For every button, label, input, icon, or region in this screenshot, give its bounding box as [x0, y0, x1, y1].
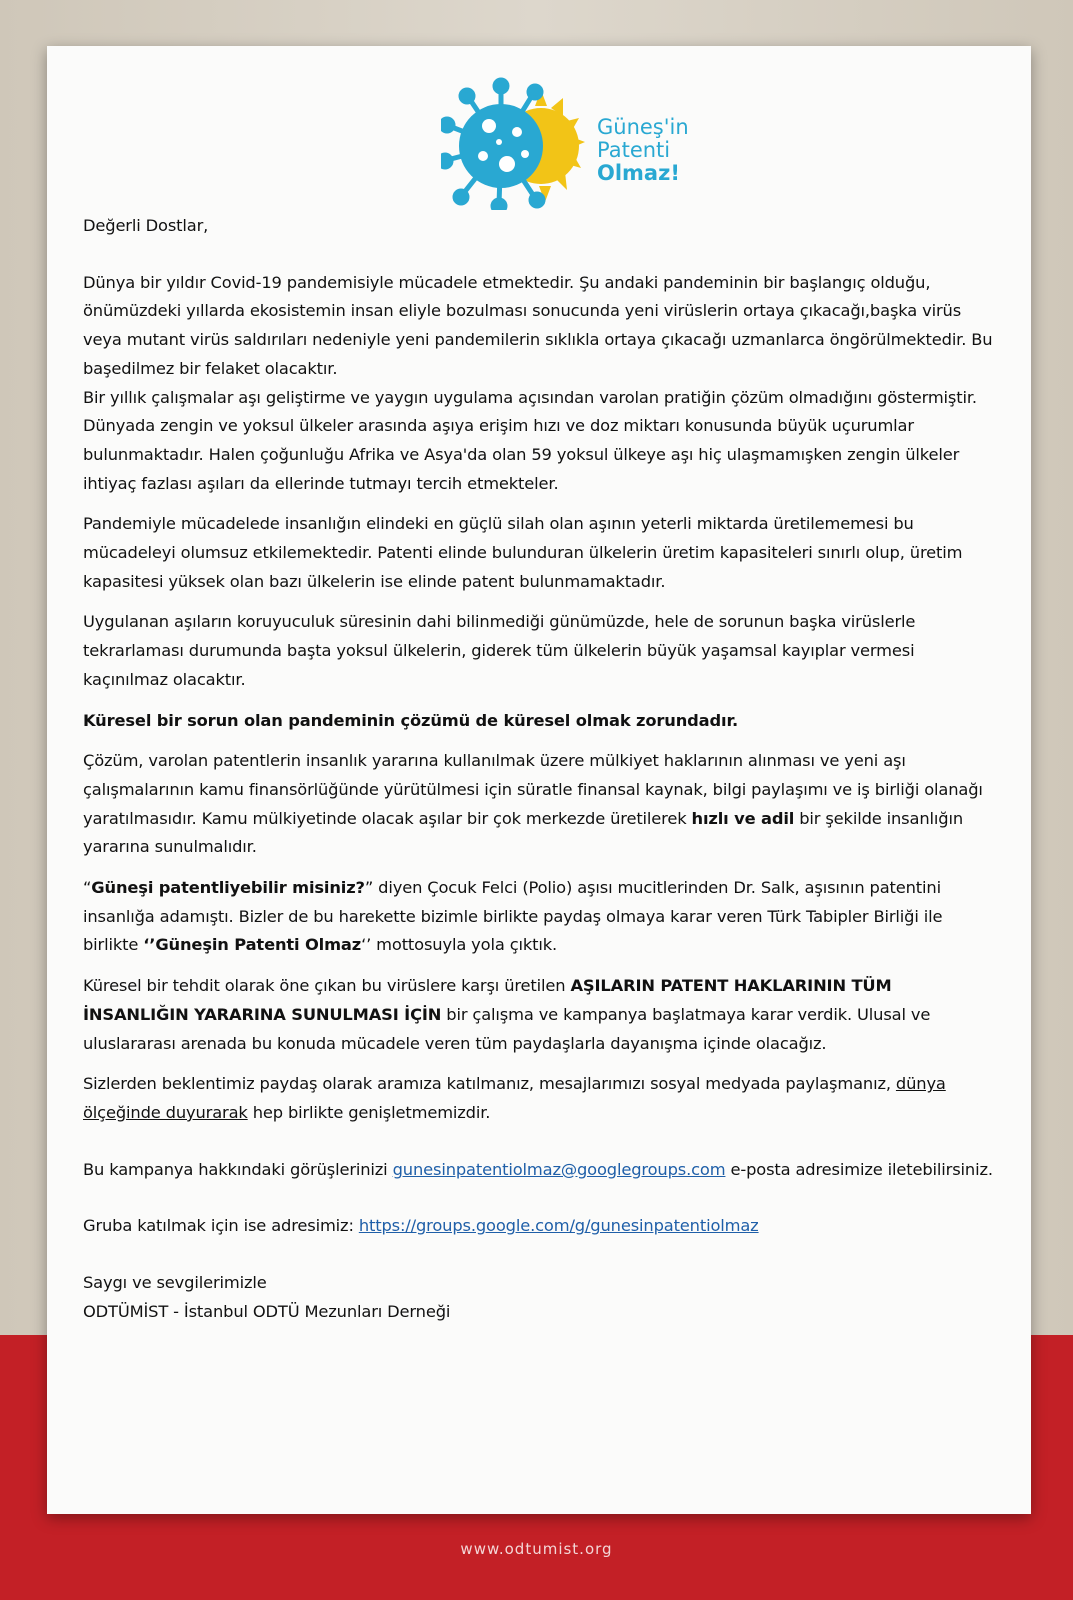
paragraph-8-end: hep birlikte genişletmemizdir. [247, 1102, 491, 1122]
paragraph-10-text: Gruba katılmak için ise adresimiz: [83, 1216, 359, 1236]
bold-statement: Küresel bir sorun olan pandeminin çözümü de küresel olmak zorundadır. [83, 710, 739, 730]
paragraph-10 [83, 1212, 998, 1241]
motto: ‘’Güneşin Patenti Olmaz [143, 935, 362, 955]
paragraph-1a: Dünya bir yıldır Covid-19 pandemisiyle mücadele etmektedir. Şu andaki pandeminin bir başlangıç olduğu, önümüzdeki yıllarda ekosistemin insan eliyle bozulması sonucunda yeni virüslerin ortaya çıkacağı,başka virüs veya mutant virüs saldırıları nedeniyle yeni pandemilerin sıklıkla ortaya çıkacağı uzmanlarca öngörülmektedir. Bu başedilmez bir felaket olacaktır. [83, 272, 993, 378]
signature: ODTÜMİST - İstanbul ODTÜ Mezunları Derneği [83, 1301, 451, 1321]
paragraph-5-end: bir şekilde insanlığın yararına sunulmalıdır. [83, 808, 963, 857]
paragraph-9-text: Bu kampanya hakkındaki görüşlerinizi [83, 1159, 393, 1179]
paragraph-8 [83, 1070, 998, 1127]
paragraph-5 [83, 747, 998, 862]
paragraph-7-bold: AŞILARIN PATENT HAKLARININ TÜM İNSANLIĞIN YARARINA SUNULMASI İÇİN [83, 976, 892, 1024]
paragraph-1b: Bir yıllık çalışmalar aşı geliştirme ve yaygın uygulama açısından varolan pratiğin çözüm olmadığını göstermiştir. Dünyada zengin ve yoksul ülkeler arasında aşıya erişim hızı ve doz miktarı konusunda büyük uçurumlar bulunmaktadır. Halen çoğunluğu Afrika ve Asya'da olan 59 yoksul ülkeye aşı hiç ulaşmamışken zengin ülkeler ihtiyaç fazlası aşıları da ellerinde tutmayı tercih etmekteler. [83, 387, 977, 493]
paragraph-3: Uygulanan aşıların koruyuculuk süresinin dahi bilinmediği günümüzde, hele de sorunun başka virüslerle tekrarlaması durumunda başta yoksul ülkelerin, giderek tüm ülkelerin büyük yaşamsal kayıplar vermesi kaçınılmaz olacaktır. [83, 612, 916, 689]
footer-website[interactable]: www.odtumist.org [460, 1540, 613, 1558]
virus-sun-icon [441, 76, 591, 210]
paragraph-6 [83, 874, 998, 960]
paragraph-4-emphasis [83, 707, 998, 736]
group-url-link[interactable]: https://groups.google.com/g/gunesinpatentiolmaz [358, 1216, 759, 1236]
paragraph-6-end: ‘’ mottosuyla yola çıktık. [361, 935, 558, 955]
paragraph-7-end: bir çalışma ve kampanya başlatmaya karar verdik. Ulusal ve uluslararası arenada bu konuda mücadele veren tüm paydaşlarla dayanışma içinde olacağız. [83, 1004, 931, 1053]
letter-paper [47, 46, 1031, 1514]
paragraph-8-underline: dünya ölçeğinde duyurarak [83, 1074, 946, 1122]
paragraph-5-bold: hızlı ve adil [691, 808, 795, 828]
paragraph-2: Pandemiyle mücadelede insanlığın elindeki en güçlü silah olan aşının yeterli miktarda üretilememesi bu mücadeleyi olumsuz etkilemektedir. Patenti elinde bulunduran ülkelerin üretim kapasiteleri sınırlı olup, üretim kapasitesi yüksek olan bazı ülkelerin ise elinde patent bulunmamaktadır. [83, 514, 963, 591]
paragraph-7-text: Küresel bir tehdit olarak öne çıkan bu virüslere karşı üretilen [83, 976, 571, 996]
letter-body [83, 212, 998, 1327]
campaign-logo [441, 76, 731, 210]
paragraph-5-text: Çözüm, varolan patentlerin insanlık yararına kullanılmak üzere mülkiyet haklarının alınması ve yeni aşı çalışmalarının kamu finansörlüğünde yürütülmesi için süratle finansal kaynak, bilgi paylaşımı ve iş birliği olanağı yaratılmasıdır. Kamu mülkiyetinde olacak aşılar bir çok merkezde üretilerek [83, 751, 983, 828]
salk-quote: Güneşi patentliyebilir misiniz? [91, 878, 365, 898]
email-link[interactable]: gunesinpatentiolmaz@googlegroups.com [392, 1159, 726, 1179]
paragraph-9-end: e-posta adresimize iletebilirsiniz. [725, 1159, 993, 1179]
logo-wordmark [597, 116, 689, 185]
quote-open: “ [83, 878, 92, 898]
paragraph-7 [83, 972, 998, 1058]
paragraph-9 [83, 1156, 998, 1185]
closing: Saygı ve sevgilerimizle [83, 1273, 267, 1293]
logo-line-2: Patenti [597, 138, 671, 162]
paragraph-6-text: ” diyen Çocuk Felci (Polio) aşısı mucitlerinden Dr. Salk, aşısının patentini insanlığa adamıştı. Bizler de bu harekette bizimle birlikte paydaş olmaya karar veren Türk Tabipler Birliği ile birlikte [83, 878, 943, 955]
paragraph-8-text: Sizlerden beklentimiz paydaş olarak aramıza katılmanız, mesajlarımızı sosyal medyada paylaşmanız, [83, 1074, 896, 1094]
logo-line-1: Güneş'in [597, 115, 689, 139]
greeting: Değerli Dostlar, [83, 216, 209, 235]
logo-line-3: Olmaz! [597, 161, 680, 185]
